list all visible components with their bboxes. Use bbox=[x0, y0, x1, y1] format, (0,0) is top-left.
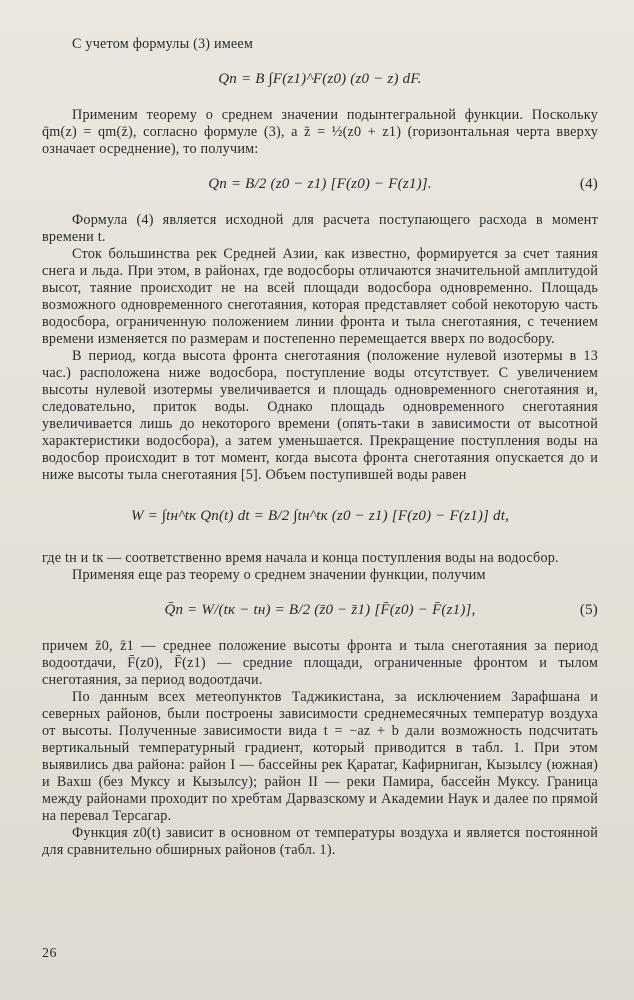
formula-5-body: Q̄n = W/(tк − tн) = B/2 (z̄0 − z̄1) [F̄(z0) − F̄(z1)], bbox=[164, 602, 476, 618]
page-number: 26 bbox=[42, 946, 57, 961]
formula-1: Qn = B ∫F(z1)^F(z0) (z0 − z) dF. bbox=[218, 71, 422, 87]
paragraph-1: С учетом формулы (3) имеем bbox=[72, 36, 254, 52]
paragraph-9: По данным всех метеопунктов Таджикистана, за исключением Зарафшана и северных районов, были построены зависимости среднемесячных температур воздуха от высоты. Полученные зависимости вида t = −az + b дали возможность подсчитать вертикальный температурный градиент, который приводится в табл. 1. При этом выявились два района: район I — бассейны рек Қаратаг, Кафирниган, Кызылсу (южная) и Вахш (без Муксу и Кызылсу); район II — реки Памира, бассейн Муксу. Граница между районами проходит по хребтам Дарвазскому и Академии Наук и далее по прямой на перевал Терсагар. bbox=[42, 689, 598, 824]
formula-volume: W = ∫tн^tк Qn(t) dt = B/2 ∫tн^tк (z0 − z1) [F(z0) − F(z1)] dt, bbox=[130, 508, 510, 524]
paragraph-2: Применим теорему о среднем значении подынтегральной функции. Поскольку q̄m(z) = qm(z̄), согласно формуле (3), а z̄ = ½(z0 + z1) (горизонтальная черта вверху означает осреднение), то получим: bbox=[42, 107, 598, 157]
formula-4-body: Qn = B/2 (z0 − z1) [F(z0) − F(z1)]. bbox=[208, 176, 432, 192]
paragraph-7: Применяя еще раз теорему о среднем значении функции, получим bbox=[72, 567, 486, 583]
paragraph-10: Функция z0(t) зависит в основном от температуры воздуха и является постоянной для сравнительно обширных районов (табл. 1). bbox=[42, 825, 598, 858]
paragraph-8: причем z̄0, z̄1 — среднее положение высоты фронта и тыла снеготаяния за период водоотдачи, F̄(z0), F̄(z1) — средние площади, ограниченные фронтом и тылом снеготаяния, за период водоотдачи. bbox=[42, 638, 598, 688]
formula-5-number: (5) bbox=[579, 602, 598, 618]
paragraph-4: Сток большинства рек Средней Азии, как известно, формируется за счет таяния снега и льда. При этом, в районах, где водосборы отличаются значительной амплитудой высот, таяние происходит не на всей площади водосбора одновременно. Площадь возможного одновременного снеготаяния, которая представляет собой некоторую часть водосбора, ограниченную положением линии фронта и тыла снеготаяния, с течением времени изменяется по размерам и постепенно перемещается вверх по водосбору. bbox=[42, 246, 598, 347]
body-text bbox=[42, 36, 598, 859]
formula-5 bbox=[42, 590, 598, 630]
formula-4-number: (4) bbox=[579, 176, 598, 192]
paragraph-5: В период, когда высота фронта снеготаяния (положение нулевой изотермы в 13 час.) расположена ниже водосбора, поступление воды отсутствует. С увеличением высоты нулевой изотермы увеличивается и площадь одновременного снеготаяния и, следовательно, приток воды. Однако площадь одновременного снеготаяния увеличивается лишь до некоторого времени (опять-таки в зависимости от высотной характеристики водосбора), а затем уменьшается. Прекращение поступления воды на водосбор происходит в тот момент, когда высота фронта снеготаяния опускается до и ниже высоты тыла снеготаяния [5]. Объем поступившей воды равен bbox=[42, 348, 598, 483]
formula-4 bbox=[42, 164, 598, 204]
paragraph-6: где tн и tк — соответственно время начала и конца поступления воды на водосбор. bbox=[42, 550, 559, 566]
paragraph-3: Формула (4) является исходной для расчета поступающего расхода в момент времени t. bbox=[42, 212, 598, 245]
